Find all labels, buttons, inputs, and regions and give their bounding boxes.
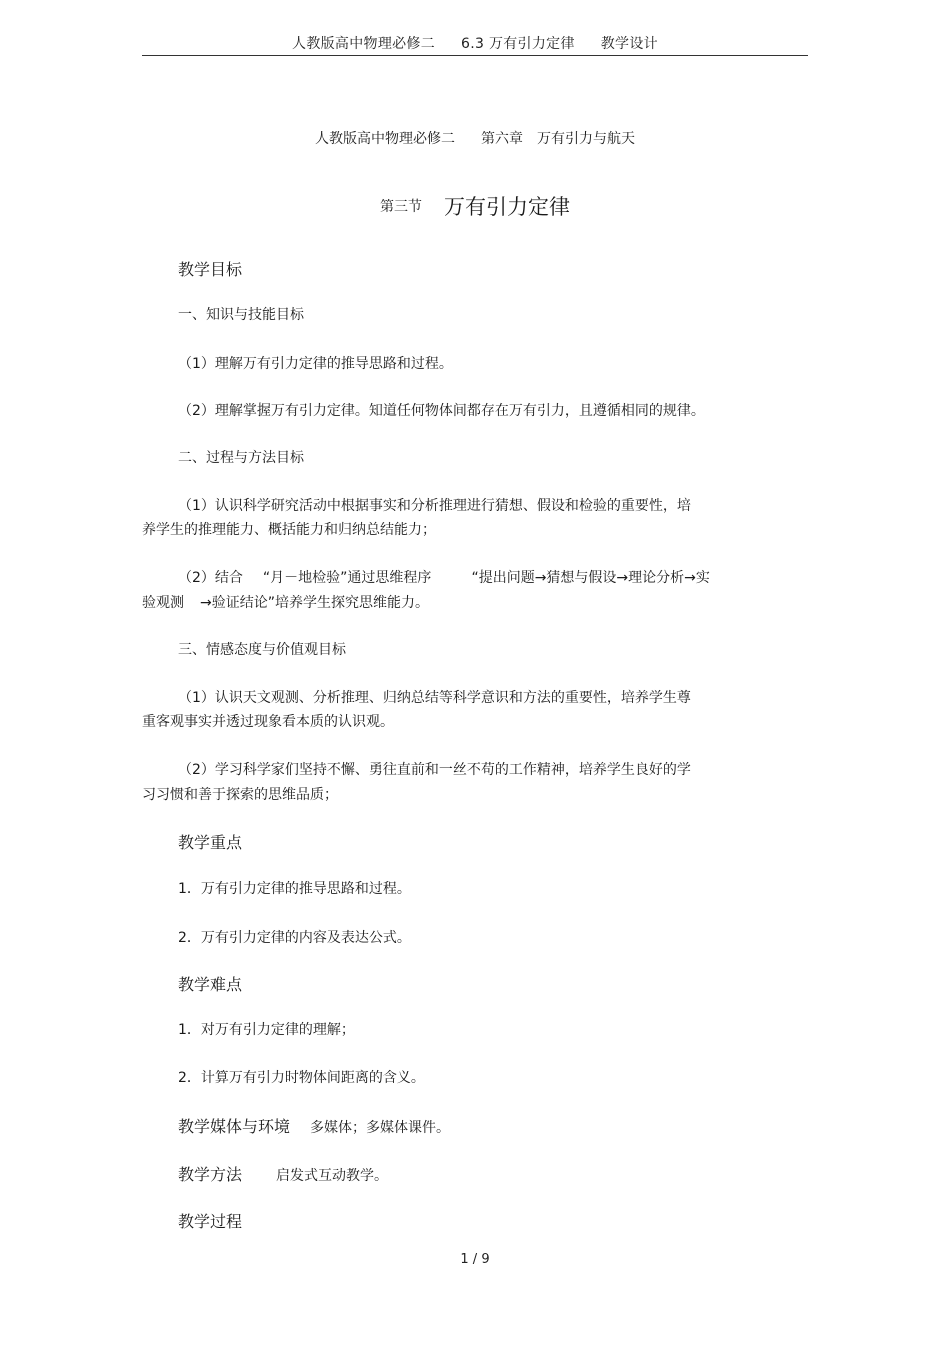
difficulty-1: 1．对万有引力定律的理解； <box>178 1022 355 1038</box>
chapter-name: 第六章 万有引力与航天 <box>481 131 635 147</box>
media-line <box>178 1114 450 1137</box>
process-heading: 二、过程与方法目标 <box>178 450 304 466</box>
attitude-item-2-line-1: （2）学习科学家们坚持不懈、勇往直前和一丝不苟的工作精神，培养学生良好的学 <box>178 762 691 778</box>
method-heading: 教学方法 <box>178 1165 243 1184</box>
method-value: 启发式互动教学。 <box>276 1168 389 1184</box>
header-course: 人教版高中物理必修二 <box>292 36 436 52</box>
section-title: 万有引力定律 <box>444 195 570 219</box>
media-value: 多媒体；多媒体课件。 <box>310 1120 451 1136</box>
section-number: 第三节 <box>380 199 422 215</box>
knowledge-heading: 一、知识与技能目标 <box>178 307 304 323</box>
knowledge-item-2: （2）理解掌握万有引力定律。知道任何物体间都存在万有引力，且遵循相同的规律。 <box>178 403 705 419</box>
header-doc-type: 教学设计 <box>600 36 658 52</box>
running-header <box>0 33 950 53</box>
difficulties-heading: 教学难点 <box>178 975 243 994</box>
attitude-heading: 三、情感态度与价值观目标 <box>178 642 346 658</box>
key-point-2: 2．万有引力定律的内容及表达公式。 <box>178 930 411 946</box>
attitude-item-2-line-2: 习习惯和善于探索的思维品质； <box>142 787 338 803</box>
process-item-2-part-e: →验证结论”培养学生探究思维能力。 <box>200 595 429 611</box>
process-item-2-part-c: “提出问题→猜想与假设→理论分析→实 <box>471 570 710 586</box>
media-heading: 教学媒体与环境 <box>178 1117 291 1136</box>
key-points-heading: 教学重点 <box>178 833 243 852</box>
process-item-2-part-d: 验观测 <box>142 595 184 611</box>
book-name: 人教版高中物理必修二 <box>315 131 455 147</box>
page-number: 1 / 9 <box>460 1252 490 1267</box>
page-title <box>0 191 950 221</box>
process-item-1-line-2: 养学生的推理能力、概括能力和归纳总结能力； <box>142 522 436 538</box>
header-lesson: 6.3 万有引力定律 <box>461 36 575 52</box>
objectives-heading: 教学目标 <box>178 260 243 279</box>
knowledge-item-1: （1）理解万有引力定律的推导思路和过程。 <box>178 356 453 372</box>
header-divider <box>142 55 808 56</box>
difficulty-2: 2．计算万有引力时物体间距离的含义。 <box>178 1070 425 1086</box>
teaching-process-heading: 教学过程 <box>178 1212 243 1231</box>
attitude-item-1-line-1: （1）认识天文观测、分析推理、归纳总结等科学意识和方法的重要性，培养学生尊 <box>178 690 691 706</box>
process-item-1-line-1: （1）认识科学研究活动中根据事实和分析推理进行猜想、假设和检验的重要性，培 <box>178 498 691 514</box>
key-point-1: 1．万有引力定律的推导思路和过程。 <box>178 881 411 897</box>
process-item-2-part-a: （2）结合 <box>178 570 243 586</box>
process-item-2-part-b: “月－地检验”通过思维程序 <box>262 570 432 586</box>
method-line <box>178 1162 388 1185</box>
attitude-item-1-line-2: 重客观事实并透过现象看本质的认识观。 <box>142 714 394 730</box>
book-chapter-line <box>0 128 950 148</box>
process-item-2-line-1 <box>178 567 710 587</box>
process-item-2-line-2 <box>142 592 429 612</box>
